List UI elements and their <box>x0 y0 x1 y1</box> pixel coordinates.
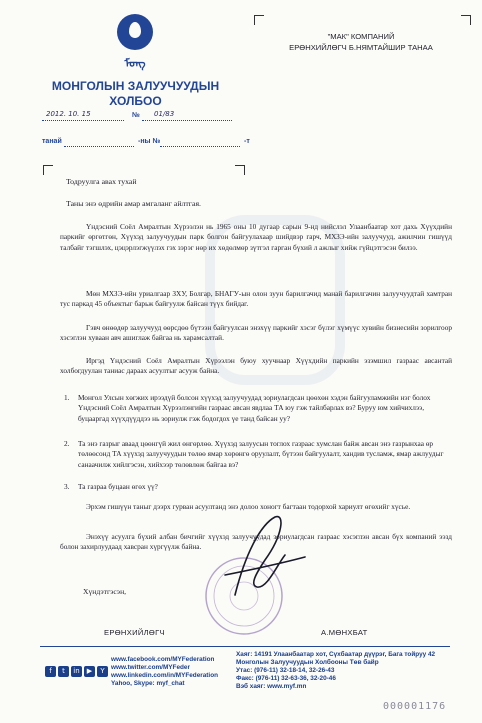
regards: Хүндэтгэсэн, <box>83 587 127 596</box>
closing-paragraph-1: Эрхэм гишүүн таныг дээрх гурван асуултанд энэ долоо хоногт багтаан тодорхой хариулт өгөхийг хүсье. <box>86 502 411 511</box>
contact-phone: Утас: (976-11) 32-18-14, 32-26-43 <box>236 667 335 674</box>
contact-website[interactable]: Вэб хаяг: www.myf.mn <box>236 683 307 690</box>
body-paragraph-2: Мөн МХЗЭ-ийн уриалгаар ЗХУ, Болгар, БНАГУ-ын олон зуун барилгачид манай барилгачин залуучуудтай хамтран тус паркад 45 объектыг барьж байгуулж байсан түүх бийдаг. <box>60 289 452 309</box>
logo-script: ᠮᠣᠩ <box>124 57 146 70</box>
addressee: "МАК" КОМПАНИЙ ЕРӨНХИЙЛӨГЧ Б.НЯМТАЙШИР ТАНАА <box>289 32 433 52</box>
footer-contact <box>236 651 458 691</box>
contact-building: Монголын Залуучуудын Холбооны Төв байр <box>236 659 379 666</box>
org-name <box>28 79 243 109</box>
document-serial: 000001176 <box>383 701 447 712</box>
facebook-icon: f <box>45 666 56 677</box>
footer-links <box>111 656 218 688</box>
facebook-link[interactable]: www.facebook.com/MYFederation <box>111 656 215 663</box>
closing-paragraph-2: Энэхүү асуулга бүхий албан бичгийг хүүхэд залуучуудад зориулагдсан газраас хэсэглэн авсан бүх компаний ээзд болон захирлуудаад хавсран хүргүүлж байна. <box>60 532 452 552</box>
messenger-contact: Yahoo, Skype: myf_chat <box>111 680 185 687</box>
reply-reference-line: танай -ны № -т <box>42 138 250 145</box>
handwritten-signature <box>205 505 315 615</box>
youtube-icon: ▶ <box>84 666 95 677</box>
question-1: 1. Монгол Улсын хөгжих ирээдүй болсон хүүхэд залуучуудад зориулагдсан цөөхөн хэдэн байгууламжийн нэг болох Үндэсний Соёл Амралтын Хүрээлэнгийн газраас авсан явдлаа ТА юу гэж тайлбарлах вэ? Буруу юм хийчихлээ, буцааргад хүүхдүүддээ нь зориулж гэж бодогдох үе танд байсан уу? <box>64 393 431 423</box>
body-paragraph-1: Үндэсний Соёл Амралтын Хүрээлэн нь 1965 оны 10 дугаар сарын 9-нд нийслэл Улаанбаатар хот дахь Хүүхдийн паркийг өргөтгөн, Хүүхэд залуучуудын парк болгон байгуулахаар шийдвэр гарч, МХЗЭ-ийн залуучууд, ажилчин гишүүд талбайг тэгшлэх, цэцэрлэгжүүлэх гэх зэрэг нөр их хөдөлмөр зүтгэл гарган бүхий л ажлыг хийж гүйцэтгэсэн билээ. <box>60 222 452 252</box>
org-name-line1: МОНГОЛЫН ЗАЛУУЧУУДЫН <box>51 79 220 93</box>
body-paragraph-3: Гэвч өнөөдөр залуучууд өөрсдөө бүтээн байгуулсан энэхүү паркийг хэсэг бүлэг хүмүүс хувийн бизнесийн зорилгоор хэсэглэн хуваан авч ашиглаж байгаа нь харамсалтай. <box>60 323 452 343</box>
letter-subject: Тодруулга авах тухай <box>66 177 137 186</box>
reference-date: 2012. 10. 15 <box>46 110 91 118</box>
twitter-link[interactable]: www.twitter.com/MYFeder <box>111 664 190 671</box>
linkedin-link[interactable]: www.linkedin.com/in/MYFederation <box>111 672 218 679</box>
signer-name: А.МӨНХБАТ <box>321 628 368 637</box>
org-logo <box>105 14 165 71</box>
yahoo-icon: Y <box>97 666 108 677</box>
contact-fax: Факс: (976-11) 32-63-36, 32-20-46 <box>236 675 336 682</box>
body-paragraph-4: Иргэд Үндэсний Соёл Амралтын Хүрээлэн буюу хуучнаар Хүүхдийн паркийн эзэмшил газраас авсантай холбогдуулан таниас дараах асуултыг асууж байна. <box>60 356 452 376</box>
footer-divider <box>40 646 450 647</box>
reference-line <box>42 110 242 122</box>
org-name-line2: ХОЛБОО <box>109 94 162 108</box>
twitter-icon: t <box>58 666 69 677</box>
reference-no-label: № <box>132 112 140 119</box>
social-icons <box>45 666 108 677</box>
question-3: 3. Та газраа буцаан өгөх үү? <box>64 482 158 491</box>
signer-title: ЕРӨНХИЙЛӨГЧ <box>104 628 165 637</box>
logo-drop-icon <box>117 14 153 50</box>
letter-greeting: Таны энэ өдрийн амар амгаланг айлтгая. <box>66 199 202 208</box>
contact-address: Хаяг: 14191 Улаанбаатар хот, Сүхбаатар дүүрэг, Бага тойруу 42 <box>236 651 436 658</box>
reference-number: 01/83 <box>154 110 175 118</box>
linkedin-icon: in <box>71 666 82 677</box>
question-2: 2. Та энэ газрыг аваад цөөнгүй жил өнгөрлөө. Хүүхэд залуусын тоглох газраас хумслан байж авсан энэ газрынхаа өр төлөөсонд ТА хүүхэд залуучуудын төлөө ямар хөрөнгө оруулалт, бүтээн байгуулалт, хандив тусламж, ямар ажлуудыг санаачилж хийлгэсэн, хийхээр төлөвлөж байгаа вэ? <box>64 439 444 469</box>
